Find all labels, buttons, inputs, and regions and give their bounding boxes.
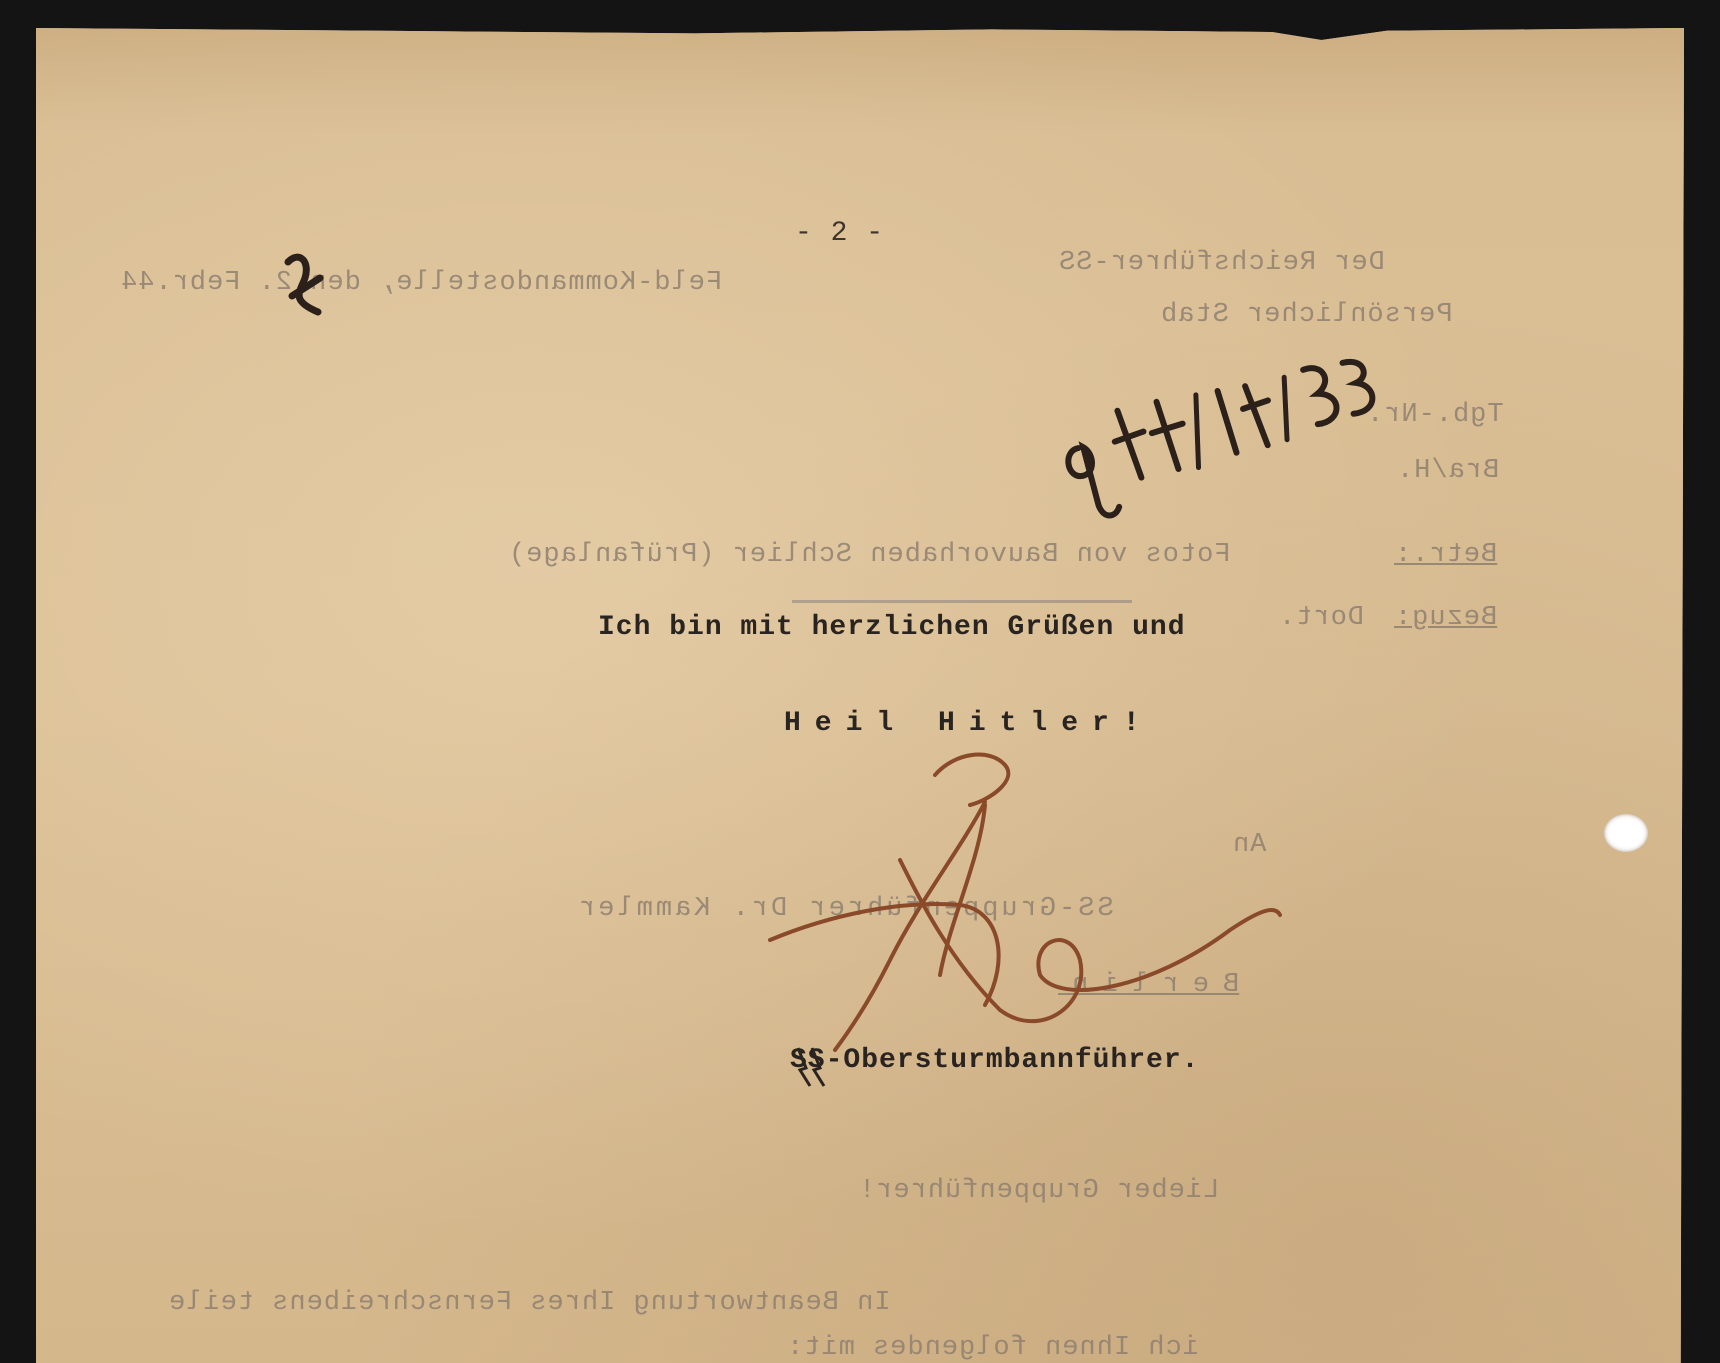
address-city-text: Berlin bbox=[1058, 970, 1240, 1000]
address-city bbox=[1058, 970, 1239, 1000]
letterhead-line-1: Der Reichsführer-SS bbox=[1058, 248, 1385, 278]
pencil-underline bbox=[792, 600, 1132, 603]
letterhead-line-2: Persönlicher Stab bbox=[1160, 300, 1453, 330]
body-line-1: In Beantwortung Ihres Fernschreibens teile bbox=[168, 1288, 891, 1318]
reference-basis-label bbox=[1394, 603, 1497, 633]
body-line-2: ich Ihnen folgendes mit: bbox=[786, 1333, 1199, 1363]
subject-text: Fotos von Bauvorhaben Schlier (Prüfanlage) bbox=[508, 540, 1231, 570]
address-recipient: SS-Gruppenführer Dr. Kammler bbox=[576, 894, 1114, 924]
salutation: Lieber Gruppenführer! bbox=[858, 1176, 1220, 1206]
subject-label bbox=[1394, 540, 1497, 570]
closing-line: Ich bin mit herzlichen Grüßen und bbox=[598, 612, 1186, 643]
reference-basis-text: Dort. bbox=[1278, 603, 1365, 633]
greeting-line: Heil Hitler! bbox=[784, 708, 1154, 739]
place-date-line: Feld-Kommandostelle, den 2. Febr.44 bbox=[120, 268, 723, 298]
address-an: An bbox=[1232, 830, 1267, 860]
reference-basis-label-text: Bezug: bbox=[1394, 603, 1498, 633]
rank-line: SS-Obersturmbannführer. bbox=[790, 1045, 1200, 1076]
punch-hole bbox=[1604, 814, 1648, 852]
reference-label: Tgb.-Nr. bbox=[1366, 400, 1504, 430]
reference-initials: Bra/H. bbox=[1396, 456, 1500, 486]
page-number: - 2 - bbox=[795, 218, 885, 249]
subject-label-text: Betr.: bbox=[1394, 540, 1498, 570]
